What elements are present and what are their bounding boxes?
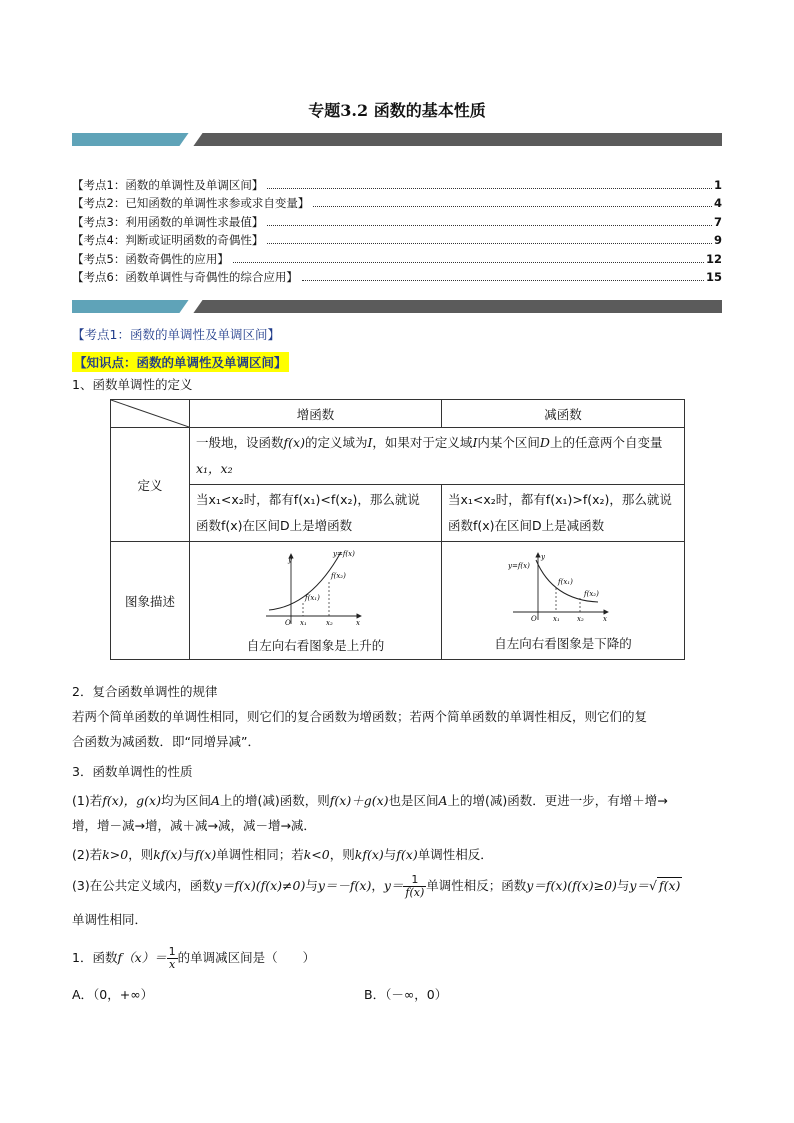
x-axis-label: x — [355, 618, 360, 627]
origin-label: O — [531, 614, 537, 623]
rule3-line3: (2)若k>0，则kf(x)与f(x)单调性相同；若k<0，则kf(x)与f(x)单调性相反． — [72, 847, 493, 862]
rule2-line1: 若两个简单函数的单调性相同，则它们的复合函数为增函数；若两个简单函数的单调性相反，则它们的复 — [72, 709, 648, 724]
subheading-definition: 1、函数单调性的定义 — [72, 377, 193, 392]
toc-item[interactable]: 【考点3：利用函数的单调性求最值】 7 — [72, 214, 722, 229]
row-label-graph: 图象描述 — [111, 542, 190, 660]
x2-label: x₂ — [577, 614, 584, 623]
monotonicity-table — [110, 399, 685, 660]
table-of-contents — [72, 175, 722, 286]
toc-item[interactable]: 【考点5：函数奇偶性的应用】 12 — [72, 251, 722, 266]
fx2-label: f(x₂) — [584, 589, 599, 598]
rule3-title: 3．函数单调性的性质 — [72, 764, 193, 779]
rule3-line5: 单调性相同． — [72, 912, 148, 927]
graph-decreasing-cell — [442, 542, 685, 660]
toc-item[interactable]: 【考点2：已知函数的单调性求参或求自变量】 4 — [72, 196, 722, 210]
caption-increasing: 自左向右看图象是上升的 — [246, 637, 385, 653]
header-increasing: 增函数 — [190, 400, 442, 428]
page-title: 专题3.2 函数的基本性质 — [308, 101, 486, 120]
toc-item[interactable]: 【考点4：判断或证明函数的奇偶性】 9 — [72, 233, 722, 247]
knowledge-point-label: 【知识点：函数的单调性及单调区间】 — [72, 352, 289, 372]
sqrt-expression: f(x) — [658, 878, 681, 893]
header-band — [72, 133, 722, 146]
y-axis-label: y — [287, 555, 292, 564]
rule3-line2: 增，增－减→增，减＋减→减，减－增→减． — [72, 818, 316, 833]
rule2-title: 2．复合函数单调性的规律 — [72, 684, 218, 699]
fraction: $\frac{1}{x}$ — [168, 945, 176, 971]
option-b[interactable]: B．（－∞，0） — [364, 987, 448, 1002]
definition-decreasing: 当x₁<x₂时，都有f(x₁)>f(x₂)，那么就说 函数f(x)在区间D上是减函数 — [442, 485, 685, 542]
section-heading: 【考点1：函数的单调性及单调区间】 — [72, 327, 280, 342]
definition-common-text: 一般地，设函数f(x)的定义域为I，如果对于定义域I内某个区间D上的任意两个自变量x₁，x₂ — [190, 428, 685, 485]
option-a[interactable]: A．（0，+∞） — [72, 987, 154, 1002]
question-1: 1．函数f（x）＝ $\frac{1}{x}$ 的单调减区间是（ ） — [72, 945, 316, 971]
header-decreasing: 减函数 — [442, 400, 685, 428]
x-axis-label: x — [603, 614, 607, 623]
x1-label: x₁ — [553, 614, 560, 623]
definition-increasing: 当x₁<x₂时，都有f(x₁)<f(x₂)，那么就说 函数f(x)在区间D上是增函数 — [190, 485, 442, 542]
diagonal-line — [111, 400, 189, 427]
toc-item[interactable]: 【考点6：函数单调性与奇偶性的综合应用】 15 — [72, 270, 722, 284]
fx1-label: f(x₁) — [558, 577, 573, 586]
rule2-line2: 合函数为减函数．即“同增异减”． — [72, 734, 260, 749]
increasing-graph — [261, 548, 371, 630]
table-corner — [111, 400, 190, 428]
curve-label: y=f(x) — [332, 549, 355, 558]
rule3-line1: (1)若f(x)，g(x)均为区间A上的增(减)函数，则f(x)＋g(x)也是区间A上的增(减)函数．更进一步，有增＋增→ — [72, 793, 668, 808]
fx2-label: f(x₂) — [330, 571, 346, 580]
curve-label: y=f(x) — [508, 561, 530, 570]
graph-increasing-cell — [190, 542, 442, 660]
origin-label: O — [284, 618, 291, 627]
toc-item[interactable]: 【考点1：函数的单调性及单调区间】 1 — [72, 177, 722, 192]
caption-decreasing: 自左向右看图象是下降的 — [494, 635, 632, 651]
decreasing-graph — [508, 550, 618, 628]
y-axis-label: y — [541, 552, 545, 561]
row-label-definition: 定义 — [111, 428, 190, 542]
fx1-label: f(x₁) — [304, 593, 320, 602]
rule3-line4: (3)在公共定义域内，函数y＝f(x)(f(x)≠0)与y＝－f(x)，y＝ $\frac{1}{f(x)}$ 单调性相反；函数y＝f(x)(f(x)≥0)与y＝√ f(x) — [72, 873, 681, 899]
fraction: $\frac{1}{f(x)}$ — [405, 873, 425, 899]
x1-label: x₁ — [299, 618, 307, 627]
section-band — [72, 300, 722, 313]
x2-label: x₂ — [325, 618, 333, 627]
